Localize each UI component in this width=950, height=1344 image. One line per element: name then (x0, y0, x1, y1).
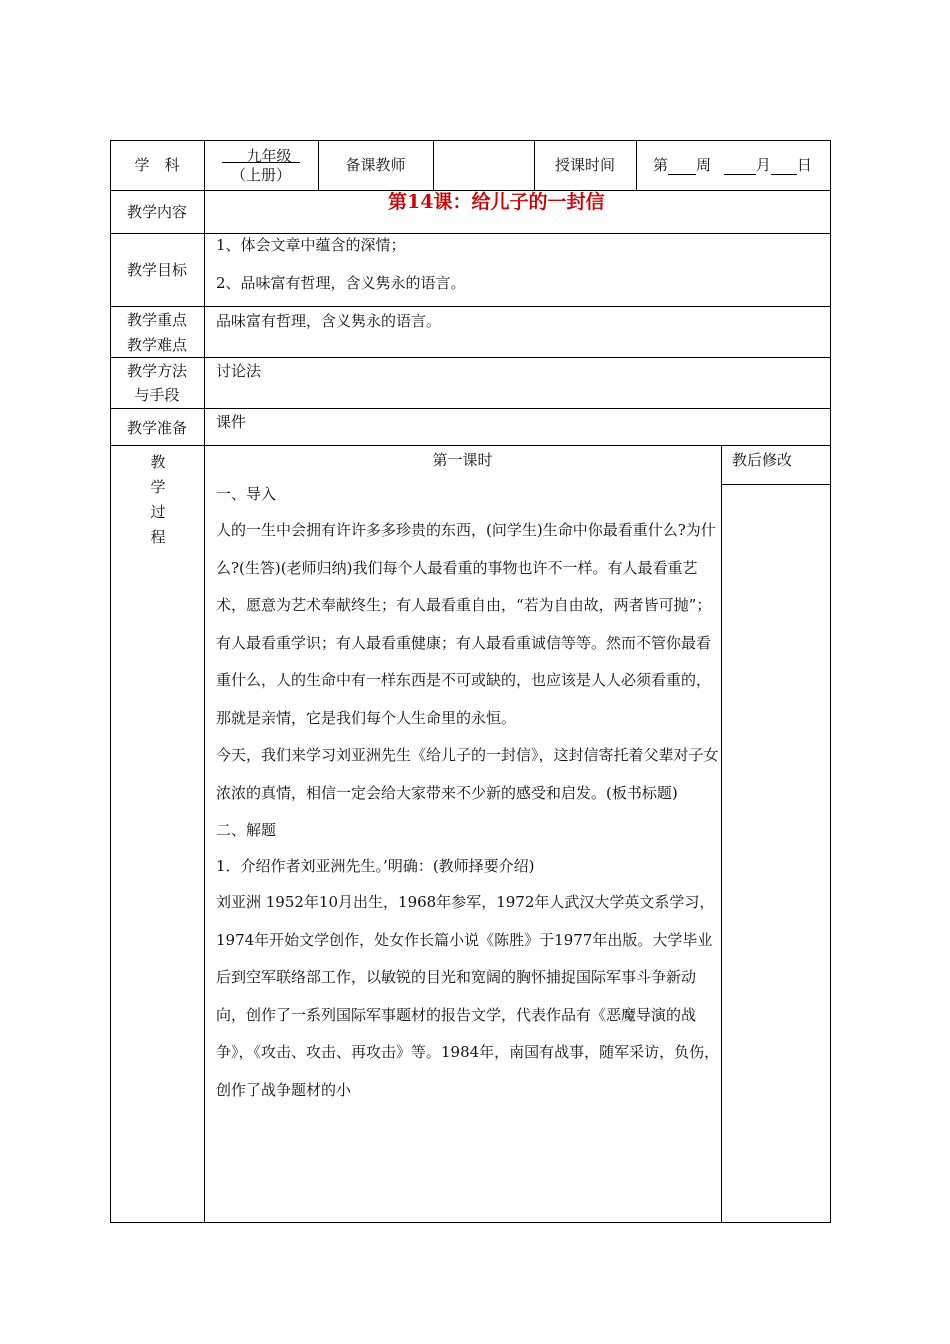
period-heading: 第一课时 (432, 451, 493, 469)
method-label: 教学方法 (126, 362, 187, 380)
subject-label: 学 科 (134, 156, 180, 174)
row-divider (110, 357, 831, 358)
date-fields (653, 155, 829, 175)
volume-text: （上册） (230, 166, 291, 184)
row-divider (110, 445, 831, 446)
month-blank (724, 158, 756, 175)
table-border-left (110, 140, 111, 1223)
process-label-char: 程 (150, 528, 166, 546)
process-body (216, 476, 721, 1109)
date-month-unit: 月 (755, 156, 771, 174)
prep-label: 教学准备 (126, 419, 187, 437)
column-divider (204, 140, 205, 1223)
table-border-bottom (110, 1222, 831, 1223)
means-label: 与手段 (134, 386, 180, 404)
column-divider (433, 140, 434, 190)
date-day-unit: 日 (796, 156, 812, 174)
goals-label: 教学目标 (126, 261, 187, 279)
method-value: 讨论法 (216, 362, 262, 380)
content-label: 教学内容 (126, 203, 187, 221)
time-label: 授课时间 (554, 156, 615, 174)
lesson-title: 第14课：给儿子的一封信 (388, 191, 605, 213)
row-divider (721, 484, 831, 485)
column-divider (636, 140, 637, 190)
revision-label: 教后修改 (732, 451, 793, 469)
column-divider (721, 445, 722, 1223)
process-label-char: 教 (150, 453, 166, 471)
table-border-top (110, 140, 831, 141)
paragraph: 刘亚洲 1952年10月出生，1968年参军，1972年人武汉大学英文系学习，1974年开始文学创作，处女作长篇小说《陈胜》于1977年出版。大学毕业后到空军联络部工作，以敏锐的目光和宽阔的胸怀捕捉国际军事斗争新动向，创作了一系列国际军事题材的报告文学，代表作品有《恶魔导演的战争》，《攻击、攻击、再攻击》等。1984年，南国有战事，随军采访，负伤，创作了战争题材的小 (216, 893, 720, 1099)
day-blank (771, 158, 797, 175)
row-divider (110, 408, 831, 409)
grade-value (204, 143, 318, 163)
date-week-unit: 周 (696, 156, 712, 174)
goal-item: 1、体会文章中蕴含的深情； (216, 236, 406, 254)
paragraph: 人的一生中会拥有许许多多珍贵的东西，(问学生)生命中你最看重什么?为什么?(生答)(老师归纳)我们每个人最看重的事物也许不一样。有人最看重艺术，愿意为艺术奉献终生；有人最看重自由，“若为自由故，两者皆可抛”；有人最看重学识；有人最看重健康；有人最看重诚信等等。然而不管你最看重什么，人的生命中有一样东西是不可或缺的，也应该是人人必须看重的，那就是亲情，它是我们每个人生命里的永恒。 (216, 521, 716, 727)
row-divider (110, 233, 831, 234)
focus-value: 品味富有哲理，含义隽永的语言。 (216, 312, 442, 330)
section-heading: 二、解题 (216, 821, 277, 839)
grade-text: 九年级 (222, 146, 299, 163)
table-border-right (830, 140, 831, 1223)
focus-label: 教学重点 (126, 311, 187, 329)
date-week-prefix: 第 (653, 156, 669, 174)
row-divider (110, 306, 831, 307)
prep-value: 课件 (216, 413, 247, 431)
process-label-char: 过 (150, 503, 166, 521)
paragraph: 1．介绍作者刘亚洲先生。’明确：(教师择要介绍) (216, 857, 535, 875)
process-label-char: 学 (150, 478, 166, 496)
goal-item: 2、品味富有哲理，含义隽永的语言。 (216, 274, 466, 292)
difficulty-label: 教学难点 (126, 336, 187, 354)
section-heading: 一、导入 (216, 485, 277, 503)
paragraph: 今天，我们来学习刘亚洲先生《给儿子的一封信》，这封信寄托着父辈对子女浓浓的真情，相信一定会给大家带来不少新的感受和启发。(板书标题) (216, 746, 719, 802)
process-label (148, 450, 168, 550)
week-blank (668, 158, 696, 175)
teacher-label: 备课教师 (345, 156, 406, 174)
lesson-plan-table (110, 140, 831, 1223)
